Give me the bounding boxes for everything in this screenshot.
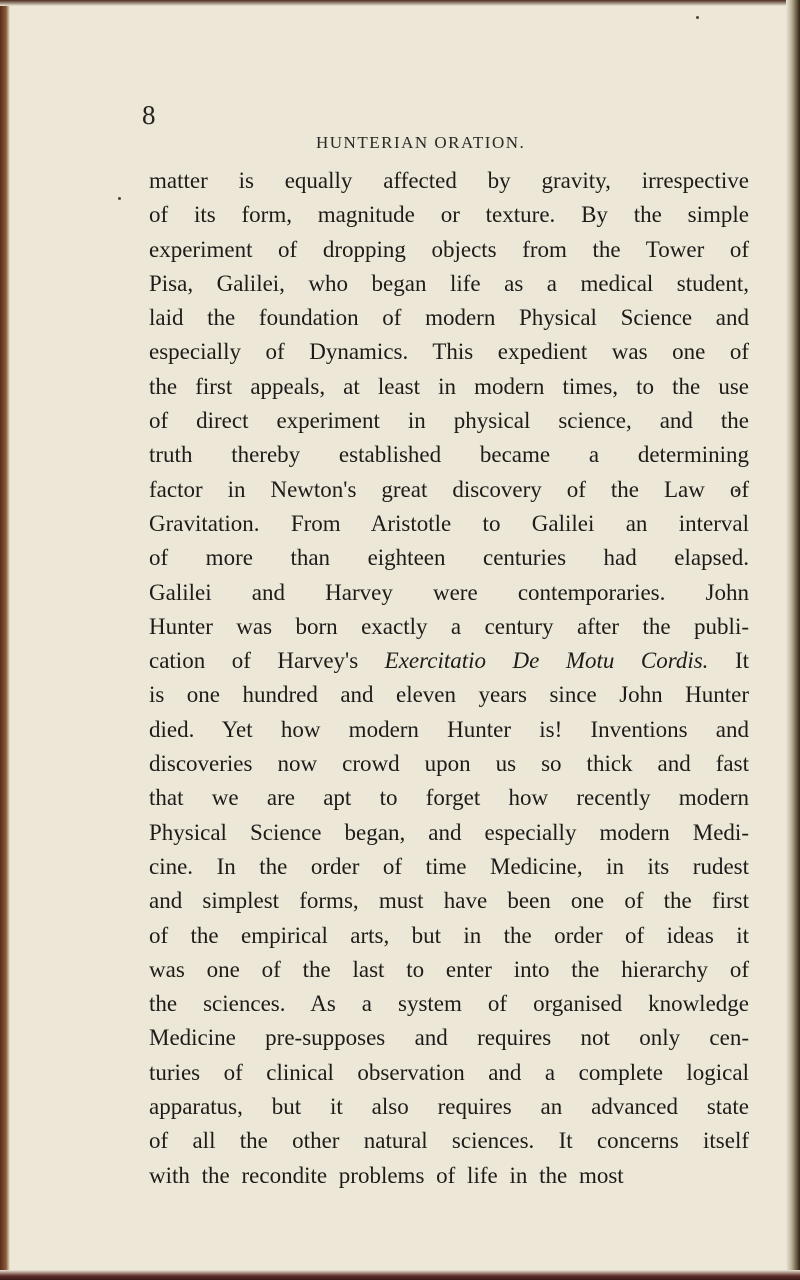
text-line	[149, 541, 749, 575]
text-line	[149, 507, 749, 541]
text-segment: Hunter was born exactly a century after the publi-	[149, 613, 749, 639]
text-line	[149, 473, 749, 507]
text-segment: Galilei and Harvey were contemporaries. John	[149, 579, 749, 605]
text-line	[149, 1090, 749, 1124]
text-segment: truth thereby established became a determining	[149, 442, 749, 468]
text-line	[149, 404, 749, 438]
page-top-edge	[0, 0, 800, 6]
text-line	[149, 610, 749, 644]
text-segment: laid the foundation of modern Physical Science and	[149, 305, 749, 331]
text-line	[149, 987, 749, 1021]
text-segment: and simplest forms, must have been one of the first	[149, 888, 749, 914]
text-line	[149, 335, 749, 369]
text-line	[149, 816, 749, 850]
text-line	[149, 198, 749, 232]
text-segment: died. Yet how modern Hunter is! Inventions and	[149, 716, 749, 742]
text-segment: It	[708, 648, 749, 674]
text-segment: the first appeals, at least in modern times, to the use	[149, 373, 749, 399]
text-line	[149, 644, 749, 678]
page-number: 8	[142, 100, 156, 130]
page-left-edge	[0, 0, 10, 1280]
text-segment: was one of the last to enter into the hierarchy of	[149, 956, 749, 982]
text-segment: of all the other natural sciences. It concerns itself	[149, 1128, 749, 1154]
text-segment: Gravitation. From Aristotle to Galilei an interval	[149, 510, 749, 536]
text-segment: factor in Newton's great discovery of the Law of	[149, 476, 749, 502]
text-segment: cine. In the order of time Medicine, in its rudest	[149, 853, 749, 879]
text-line	[149, 164, 749, 198]
italic-title: Exercitatio De Motu Cordis.	[384, 648, 709, 674]
body-text	[149, 164, 749, 1193]
text-line	[149, 267, 749, 301]
text-line	[149, 370, 749, 404]
text-line	[149, 919, 749, 953]
text-segment: cation of Harvey's	[149, 648, 385, 674]
text-line	[149, 781, 749, 815]
text-segment: especially of Dynamics. This expedient was one of	[149, 339, 749, 365]
text-segment: matter is equally affected by gravity, irrespective	[149, 168, 749, 193]
text-segment: with the recondite problems of life in the most	[149, 1162, 624, 1188]
text-segment: turies of clinical observation and a complete logical	[149, 1059, 749, 1085]
paper-speck	[696, 16, 699, 19]
text-line	[149, 438, 749, 472]
text-segment: the sciences. As a system of organised knowledge	[149, 991, 749, 1017]
text-line	[149, 301, 749, 335]
text-segment: Medicine pre-supposes and requires not only cen-	[149, 1025, 749, 1051]
text-segment: of its form, magnitude or texture. By the simple	[149, 202, 749, 228]
text-line	[149, 884, 749, 918]
text-line	[149, 747, 749, 781]
paper-speck	[118, 197, 121, 200]
running-head: HUNTERIAN ORATION.	[316, 133, 526, 152]
text-segment: that we are apt to forget how recently modern	[149, 785, 749, 811]
text-line	[149, 233, 749, 267]
text-line	[149, 713, 749, 747]
text-segment: Pisa, Galilei, who began life as a medical student,	[149, 270, 749, 296]
page-bottom-edge	[0, 1270, 800, 1280]
text-line	[149, 1159, 749, 1193]
text-line	[149, 850, 749, 884]
text-line	[149, 1124, 749, 1158]
page-right-edge	[786, 0, 800, 1280]
text-line	[149, 953, 749, 987]
text-segment: of more than eighteen centuries had elapsed.	[149, 545, 749, 571]
text-segment: is one hundred and eleven years since John Hunter	[149, 682, 749, 708]
text-line	[149, 576, 749, 610]
text-line	[149, 1021, 749, 1055]
text-line	[149, 678, 749, 712]
text-segment: experiment of dropping objects from the Tower of	[149, 236, 749, 262]
text-segment: apparatus, but it also requires an advanced state	[149, 1094, 749, 1120]
text-segment: discoveries now crowd upon us so thick and fast	[149, 751, 749, 777]
text-segment: Physical Science began, and especially modern Medi-	[149, 819, 749, 845]
text-segment: of the empirical arts, but in the order of ideas it	[149, 922, 749, 948]
text-line	[149, 1056, 749, 1090]
text-segment: of direct experiment in physical science, and the	[149, 408, 749, 434]
